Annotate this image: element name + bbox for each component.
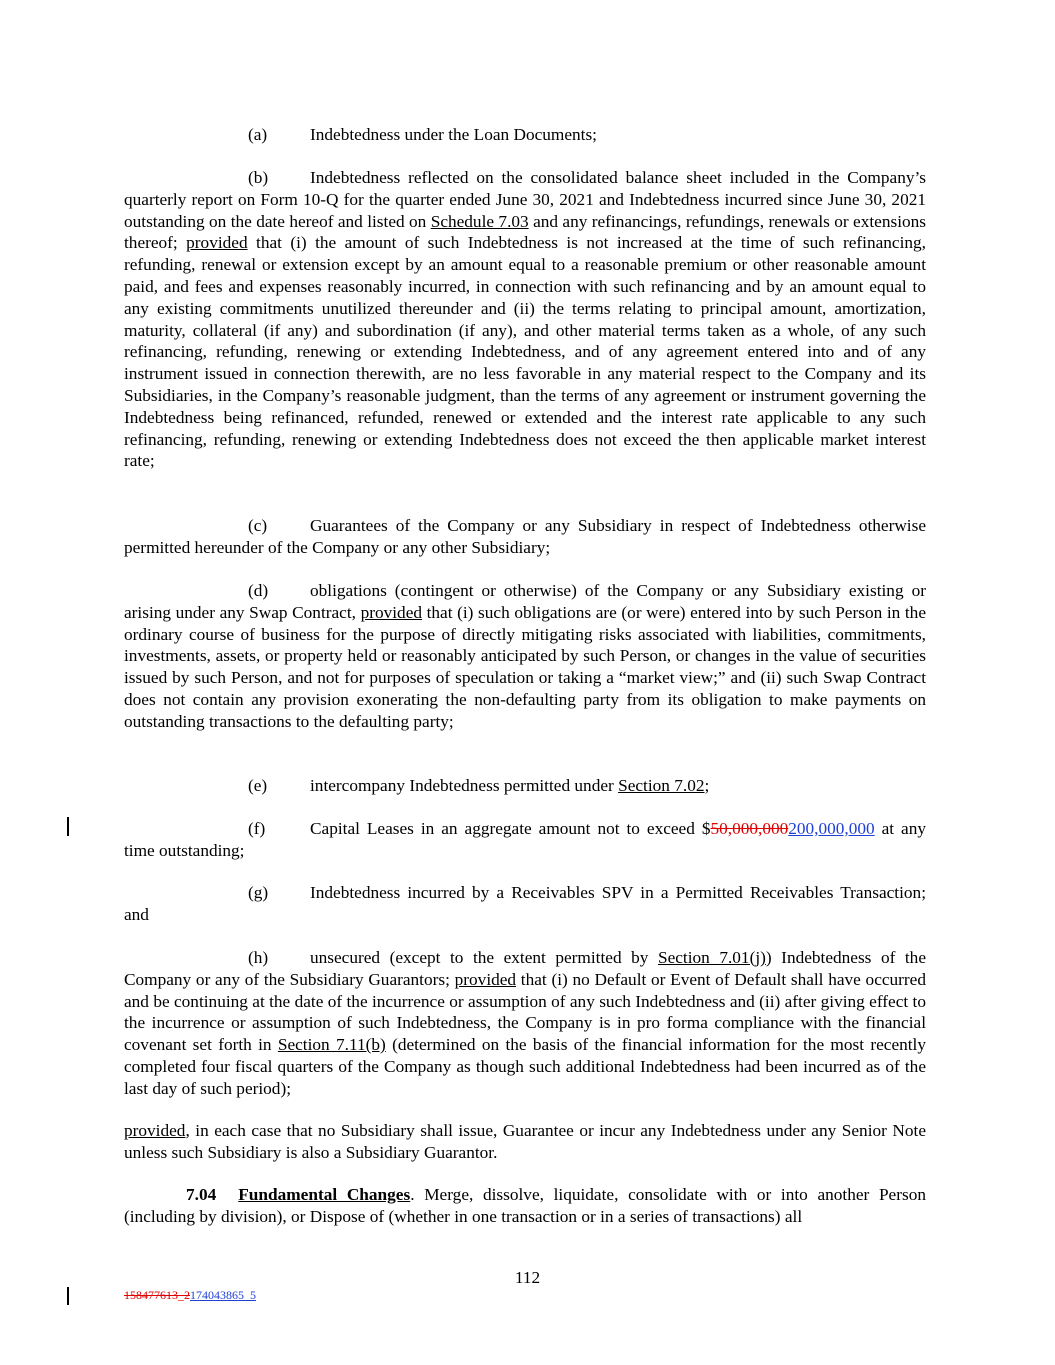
clause-c — [124, 515, 926, 559]
clause-label: (g) — [248, 883, 269, 902]
clause-text: Capital Leases in an aggregate amount not to exceed $ — [310, 819, 711, 838]
provided-term: provided — [124, 1121, 186, 1140]
clause-b — [124, 167, 926, 472]
provided-term: provided — [186, 233, 248, 253]
page-number: 112 — [514, 1268, 541, 1287]
clause-g — [124, 882, 926, 926]
clause-text: Indebtedness reflected on the consolidated balance sheet included in the Company’s quarterly report on Form 10-Q for the quarter ended June 30, 2021 and Indebtedness incurred since June 30, 2021 outstanding on the date hereof and listed on — [124, 168, 926, 231]
proviso-text: , in each case that no Subsidiary shall issue, Guarantee or incur any Indebtedness under any Senior Note unless such Subsidiary is also a Subsidiary Guarantor. — [124, 1121, 926, 1162]
inserted-amount: 200,000,000 — [788, 819, 875, 838]
closing-proviso — [124, 1120, 926, 1164]
section-number: 7.04 — [186, 1185, 217, 1204]
document-id — [124, 1288, 256, 1302]
clause-e — [124, 775, 926, 797]
schedule-link[interactable]: Schedule 7.03 — [430, 211, 529, 231]
deleted-doc-id: 158477613_2 — [124, 1288, 190, 1302]
clause-text: (determined on the basis of the financial information for the most recently completed four fiscal quarters of the Company as though such additional Indebtedness had been incurred as of the last day of such period); — [124, 1035, 926, 1098]
provided-term: provided — [360, 602, 423, 622]
deleted-amount: 50,000,000 — [710, 819, 789, 838]
clause-text: at any time outstanding; — [124, 819, 926, 860]
change-bar — [67, 1287, 69, 1305]
clause-text: Indebtedness under the Loan Documents; — [310, 125, 597, 144]
change-bar — [67, 817, 69, 836]
section-7-04 — [124, 1184, 926, 1228]
section-link[interactable]: Section 7.11(b) — [277, 1035, 386, 1055]
clause-text: Guarantees of the Company or any Subsidiary in respect of Indebtedness otherwise permitted hereunder of the Company or any other Subsidiary; — [124, 516, 926, 557]
clause-label: (e) — [248, 776, 268, 795]
clause-text: obligations (contingent or otherwise) of the Company or any Subsidiary existing or arising under any Swap Contract, — [124, 581, 926, 622]
section-heading: Fundamental Changes — [238, 1185, 411, 1204]
clause-label: (c) — [248, 516, 268, 535]
clause-text: Indebtedness incurred by a Receivables SPV in a Permitted Receivables Transaction; and — [124, 883, 926, 924]
provided-term: provided — [454, 969, 517, 989]
clause-label: (d) — [248, 581, 269, 600]
clause-text: ; — [704, 776, 710, 795]
clause-label: (f) — [248, 819, 266, 838]
clause-text: intercompany Indebtedness permitted under — [310, 776, 619, 795]
clause-label: (h) — [248, 948, 269, 967]
clause-text: unsecured (except to the extent permitted by — [310, 948, 658, 967]
section-text: . Merge, dissolve, liquidate, consolidate with or into another Person (including by division), or Dispose of (whether in one transaction or in a series of transactions) all — [124, 1185, 926, 1226]
clause-a — [124, 124, 926, 146]
clause-label: (b) — [248, 168, 269, 187]
inserted-doc-id: 174043865_5 — [190, 1288, 256, 1302]
clause-f — [124, 818, 926, 862]
clause-h — [124, 947, 926, 1100]
clause-d — [124, 580, 926, 733]
clause-text: that (i) the amount of such Indebtedness is not increased at the time of such refinancing, refunding, renewal or extension except by an amount equal to a reasonable premium or other reasonable amount paid, and fees and expenses reasonably incurred, in connection with such refinancing and by an amount equal to any existing commitments unutilized thereunder and (ii) the terms relating to principal amount, amortization, maturity, collateral (if any) and subordination (if any), and other material terms taken as a whole, of any such refinancing, refunding, renewing or extending Indebtedness, and of any agreement entered into and of any instrument issued in connection therewith, are no less favorable in any material respect to the Company and its Subsidiaries, in the Company’s reasonable judgment, than the terms of any agreement or instrument governing the Indebtedness being refinanced, refunded, renewed or extended and the interest rate applicable to any such refinancing, refunding, renewing or extending Indebtedness does not exceed the then applicable market interest rate; — [124, 233, 926, 471]
clause-text: that (i) no Default or Event of Default shall have occurred and be continuing at the date of the incurrence or assumption of any such Indebtedness and (ii) after giving effect to the incurrence or assumption of such Indebtedness, the Company is in pro forma compliance with the financial covenant set forth in — [124, 969, 926, 1055]
section-link[interactable]: Section 7.01(j) — [657, 948, 766, 967]
section-link[interactable]: Section 7.02 — [618, 776, 705, 795]
clause-label: (a) — [248, 125, 268, 144]
clause-text: ) Indebtedness of the Company or any of the Subsidiary Guarantors; — [124, 948, 926, 989]
clause-text: and any refinancings, refundings, renewals or extensions thereof; — [124, 211, 927, 253]
clause-text: that (i) such obligations are (or were) entered into by such Person in the ordinary course of business for the purpose of directly mitigating risks associated with liabilities, commitments, investments, assets, or property held or reasonably anticipated by such Person, or changes in the value of securities issued by such Person, and not for purposes of speculation or taking a “market view;” and (ii) such Swap Contract does not contain any provision exonerating the non-defaulting party from its obligation to make payments on outstanding transactions to the defaulting party; — [124, 602, 926, 731]
